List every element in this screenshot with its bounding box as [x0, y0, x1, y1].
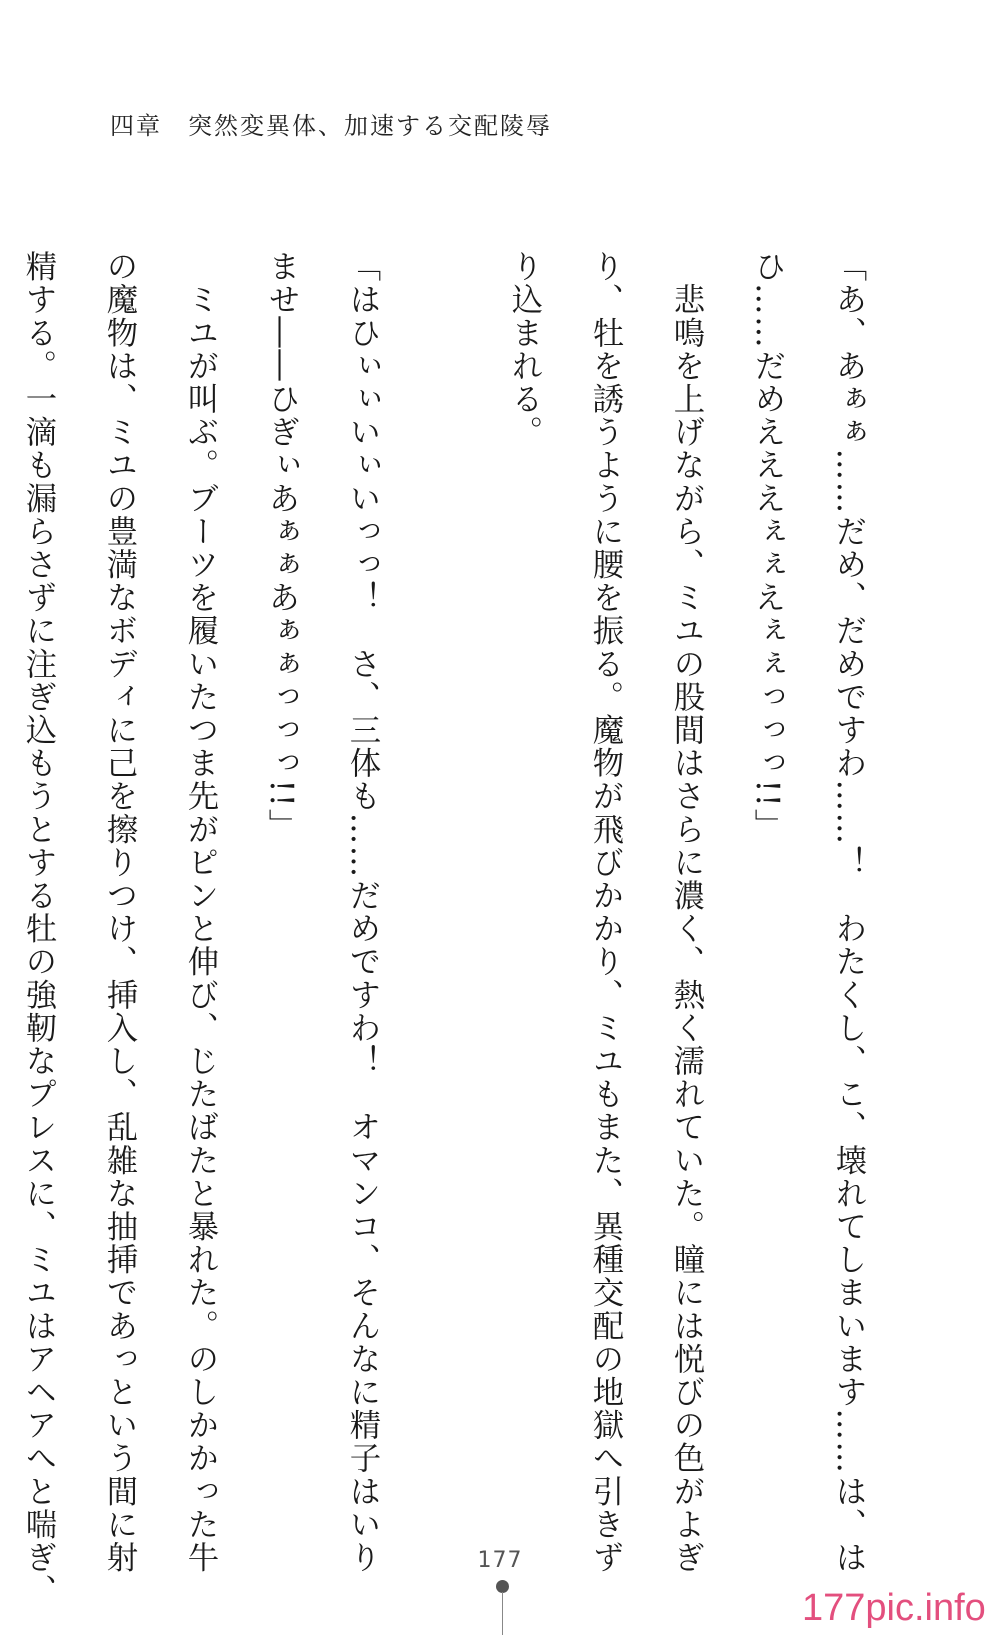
page-marker-line — [502, 1592, 503, 1635]
text-line: り込まれる。 — [506, 250, 542, 449]
text-line: ませ――ひぎぃあぁぁあぁぁっっっ!!」 — [263, 250, 299, 842]
text-line: ひ……だめえええぇぇえぇぇっっっ!!」 — [749, 250, 785, 842]
running-title: 四章 突然変異体、加速する交配陵辱 — [110, 112, 552, 140]
text-line: り、牡を誘うように腰を振る。魔物が飛びかかり、ミユもまた、異種交配の地獄へ引きず — [587, 250, 623, 1574]
text-line: 「あ、あぁぁ……だめ、だめですわ……！ わたくし、こ、壊れてしまいます……は、は — [830, 250, 866, 1574]
text-line: の魔物は、ミユの豊満なボディに己を擦りつけ、挿入し、乱雑な抽挿であっという間に射 — [101, 250, 137, 1574]
text-line: 「はひぃぃいぃいっっ！ さ、三体も……だめですわ！ オマンコ、そんなに精子はいり — [344, 250, 380, 1574]
text-line: 悲鳴を上げながら、ミユの股間はさらに濃く、熱く濡れていた。瞳には悦びの色がよぎ — [668, 250, 704, 1574]
page-number: 177 — [477, 1548, 523, 1573]
text-line: ミユが叫ぶ。ブーツを履いたつま先がピンと伸び、じたばたと暴れた。のしかかった牛 — [182, 250, 218, 1574]
watermark: 177pic.info — [802, 1587, 986, 1629]
text-line: 精する。一滴も漏らさずに注ぎ込もうとする牡の強靭なプレスに、ミユはアヘアへと喘ぎ、 — [20, 250, 56, 1608]
blank-line — [402, 250, 483, 1325]
